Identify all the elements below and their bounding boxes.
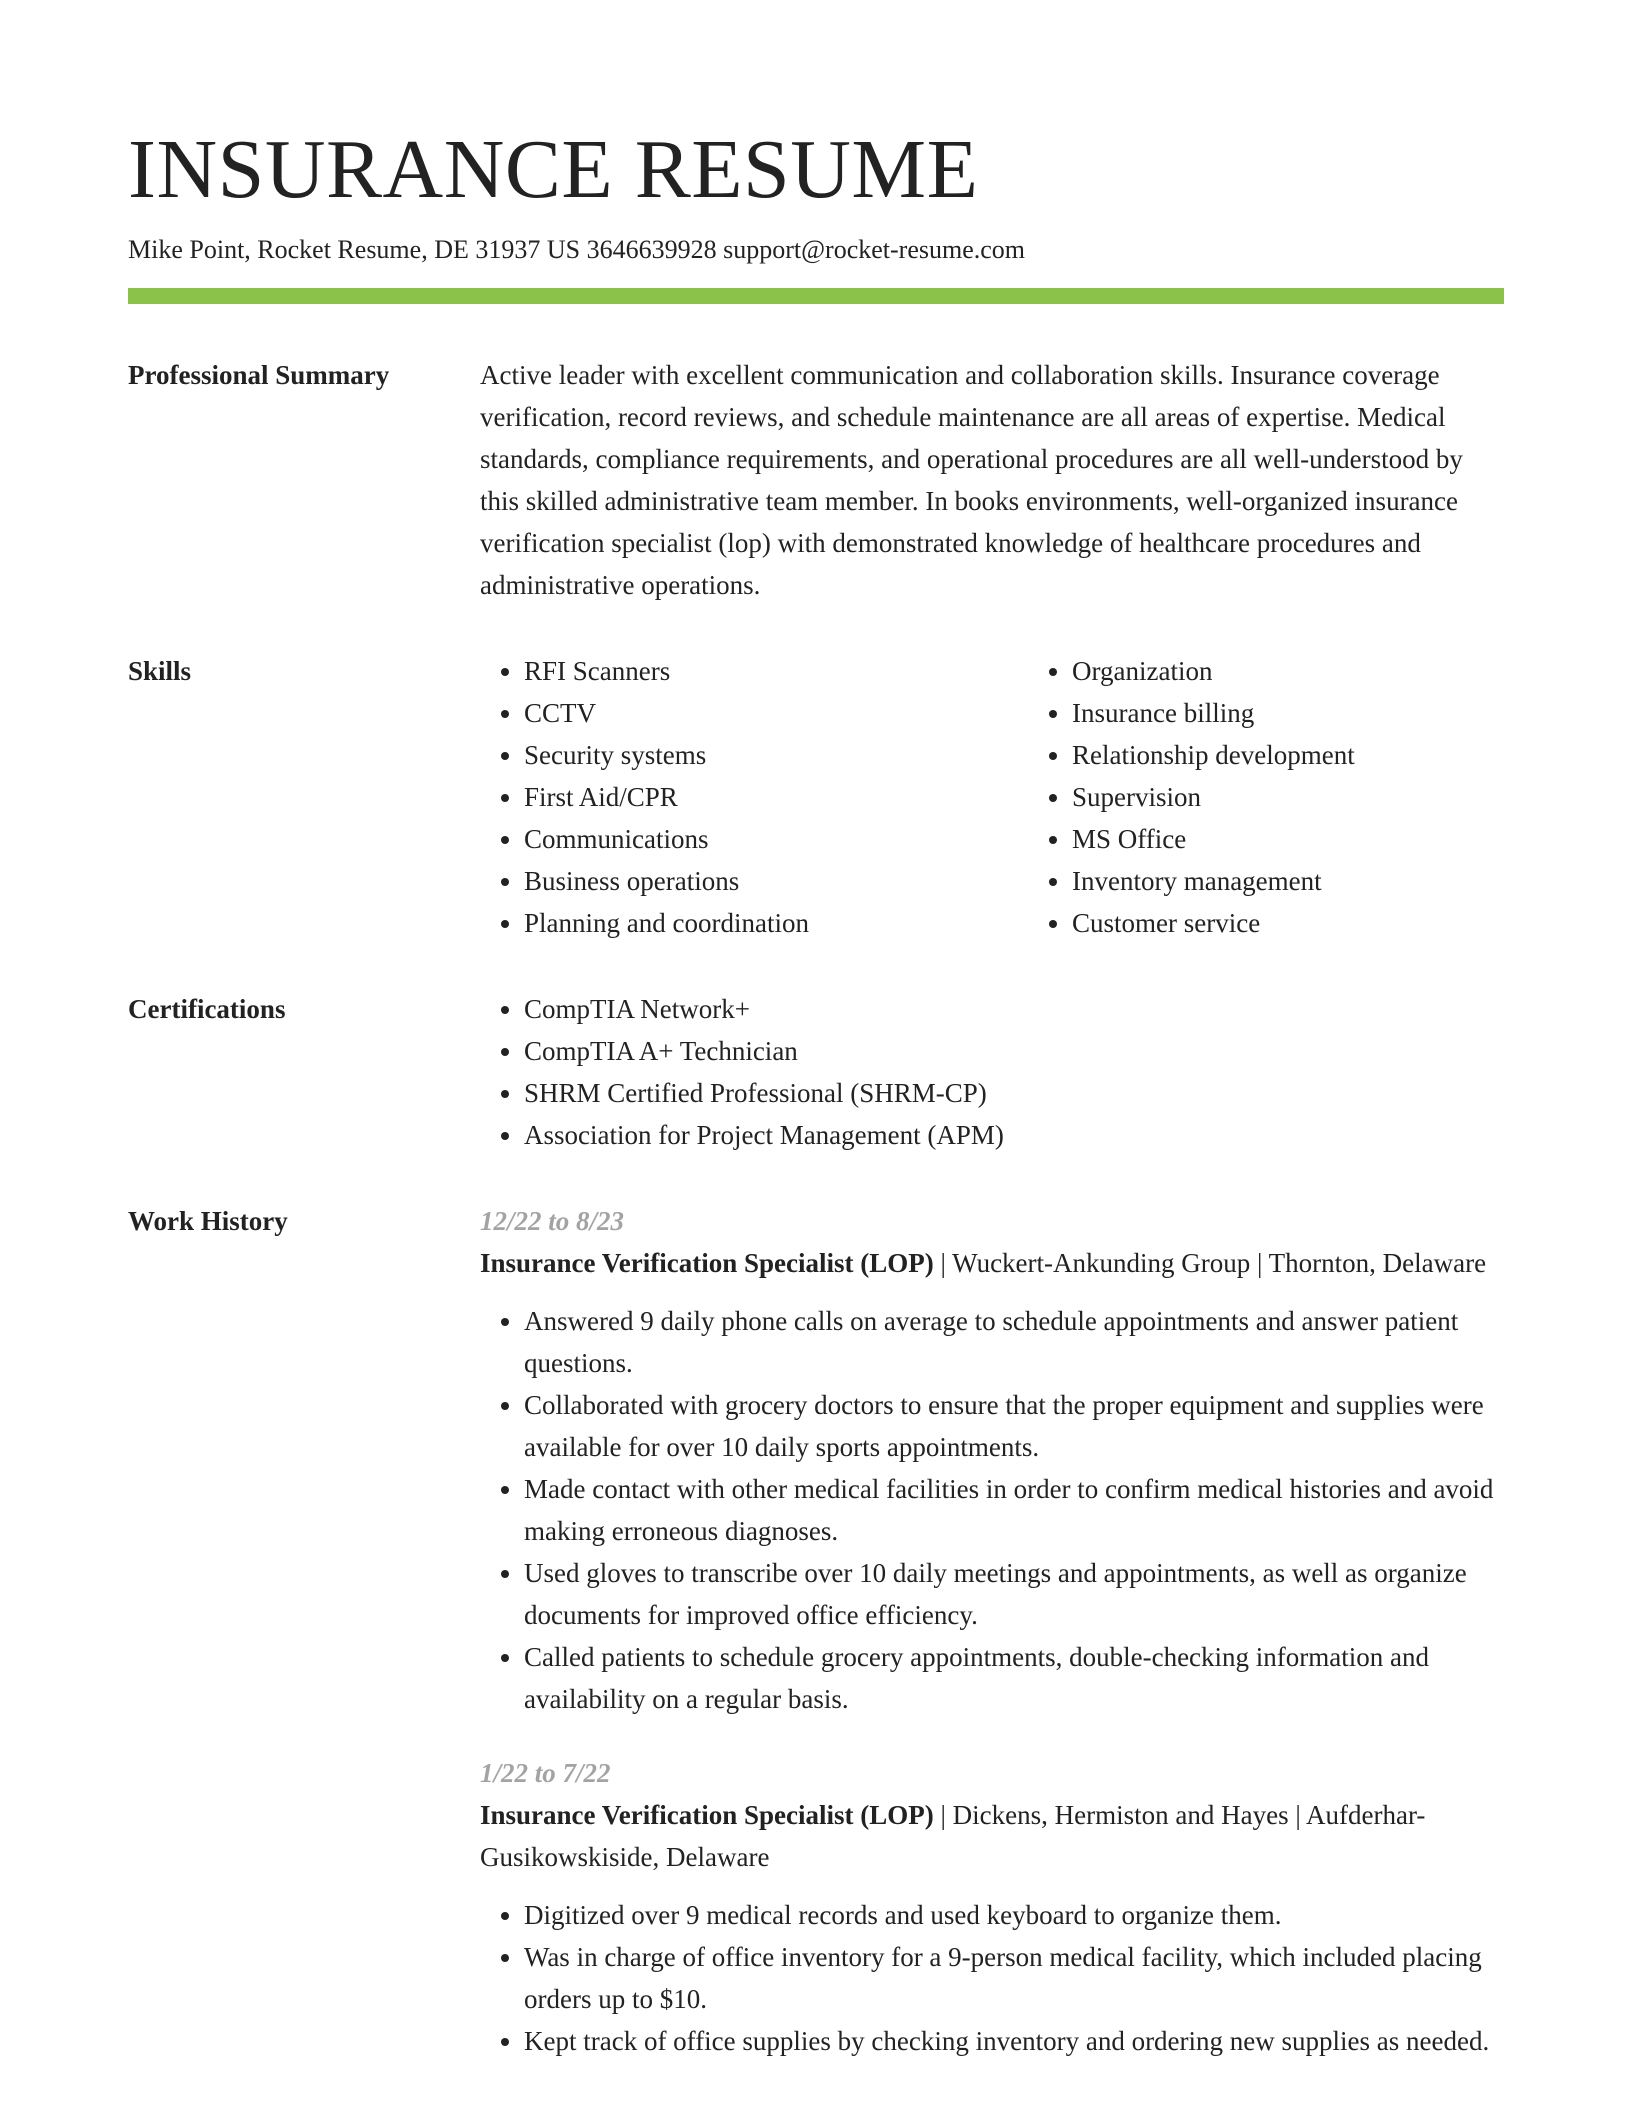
certifications-list bbox=[480, 988, 1504, 1156]
job-entry bbox=[480, 1200, 1504, 1720]
skills-column-right bbox=[1028, 650, 1576, 944]
skills-body bbox=[480, 650, 1576, 944]
certification-item: • CompTIA A+ Technician bbox=[524, 1030, 1504, 1072]
skill-item: • Security systems bbox=[524, 734, 1028, 776]
skills-grid bbox=[480, 650, 1576, 944]
job-details: | Dickens, Hermiston and Hayes | Aufderhar-Gusikowskiside, Delaware bbox=[480, 1800, 1426, 1872]
job-bullets bbox=[480, 1894, 1504, 2062]
job-dates: 1/22 to 7/22 bbox=[480, 1758, 611, 1788]
skill-item: • Insurance billing bbox=[1072, 692, 1576, 734]
certification-item: • SHRM Certified Professional (SHRM-CP) bbox=[524, 1072, 1504, 1114]
skill-item: • MS Office bbox=[1072, 818, 1576, 860]
section-label-professional-summary: Professional Summary bbox=[128, 360, 390, 390]
skill-item: • Supervision bbox=[1072, 776, 1576, 818]
job-title: Insurance Verification Specialist (LOP) bbox=[480, 1248, 934, 1278]
section-label-skills: Skills bbox=[128, 656, 192, 686]
job-details: | Wuckert-Ankunding Group | Thornton, Delaware bbox=[933, 1248, 1487, 1278]
job-bullets bbox=[480, 1300, 1504, 1720]
skill-item: • Relationship development bbox=[1072, 734, 1576, 776]
job-bullet: • Called patients to schedule grocery appointments, double-checking information and availability on a regular basis. bbox=[524, 1636, 1504, 1720]
job-bullet: • Made contact with other medical facilities in order to confirm medical histories and avoid making erroneous diagnoses. bbox=[524, 1468, 1504, 1552]
job-bullet: • Used gloves to transcribe over 10 daily meetings and appointments, as well as organize documents for improved office efficiency. bbox=[524, 1552, 1504, 1636]
professional-summary-section bbox=[128, 354, 1504, 606]
skill-item: • Customer service bbox=[1072, 902, 1576, 944]
section-label-work-history: Work History bbox=[128, 1206, 288, 1236]
job-bullet: • Was in charge of office inventory for a 9-person medical facility, which included placing orders up to $10. bbox=[524, 1936, 1504, 2020]
contact-line: Mike Point, Rocket Resume, DE 31937 US 3646639928 support@rocket-resume.com bbox=[128, 235, 1025, 264]
skill-item: • Business operations bbox=[524, 860, 1028, 902]
skill-item: • RFI Scanners bbox=[524, 650, 1028, 692]
job-dates: 12/22 to 8/23 bbox=[480, 1206, 625, 1236]
section-label-certifications: Certifications bbox=[128, 994, 286, 1024]
skill-item: • Communications bbox=[524, 818, 1028, 860]
job-bullet: • Collaborated with grocery doctors to ensure that the proper equipment and supplies were available for over 10 daily sports appointments. bbox=[524, 1384, 1504, 1468]
certification-item: • Association for Project Management (APM) bbox=[524, 1114, 1504, 1156]
job-heading bbox=[480, 1794, 1504, 1878]
skill-item: • Planning and coordination bbox=[524, 902, 1028, 944]
skills-column-left bbox=[480, 650, 1028, 944]
work-history-body bbox=[480, 1200, 1504, 2062]
skill-item: • First Aid/CPR bbox=[524, 776, 1028, 818]
resume-title: INSURANCE RESUME bbox=[128, 123, 979, 216]
certification-item: • CompTIA Network+ bbox=[524, 988, 1504, 1030]
summary-text: Active leader with excellent communication and collaboration skills. Insurance coverage verification, record reviews, and schedule maintenance are all areas of expertise. Medical standards, compliance requirements, and operational procedures are all well-understood by this skilled administrative team member. In books environments, well-organized insurance verification specialist (lop) with demonstrated knowledge of healthcare procedures and administrative operations. bbox=[480, 360, 1463, 600]
job-heading bbox=[480, 1242, 1504, 1284]
resume-page bbox=[128, 118, 1504, 2062]
accent-divider bbox=[128, 288, 1504, 304]
skill-item: • Organization bbox=[1072, 650, 1576, 692]
certifications-section bbox=[128, 988, 1504, 1156]
skills-section bbox=[128, 650, 1504, 944]
skill-item: • Inventory management bbox=[1072, 860, 1576, 902]
job-title: Insurance Verification Specialist (LOP) bbox=[480, 1800, 934, 1830]
skill-item: • CCTV bbox=[524, 692, 1028, 734]
job-entry bbox=[480, 1752, 1504, 2062]
job-bullet: • Answered 9 daily phone calls on average to schedule appointments and answer patient questions. bbox=[524, 1300, 1504, 1384]
work-history-section bbox=[128, 1200, 1504, 2062]
job-bullet: • Digitized over 9 medical records and used keyboard to organize them. bbox=[524, 1894, 1504, 1936]
certifications-body bbox=[480, 988, 1504, 1156]
professional-summary-body bbox=[480, 354, 1504, 606]
job-bullet: • Kept track of office supplies by checking inventory and ordering new supplies as needed. bbox=[524, 2020, 1504, 2062]
